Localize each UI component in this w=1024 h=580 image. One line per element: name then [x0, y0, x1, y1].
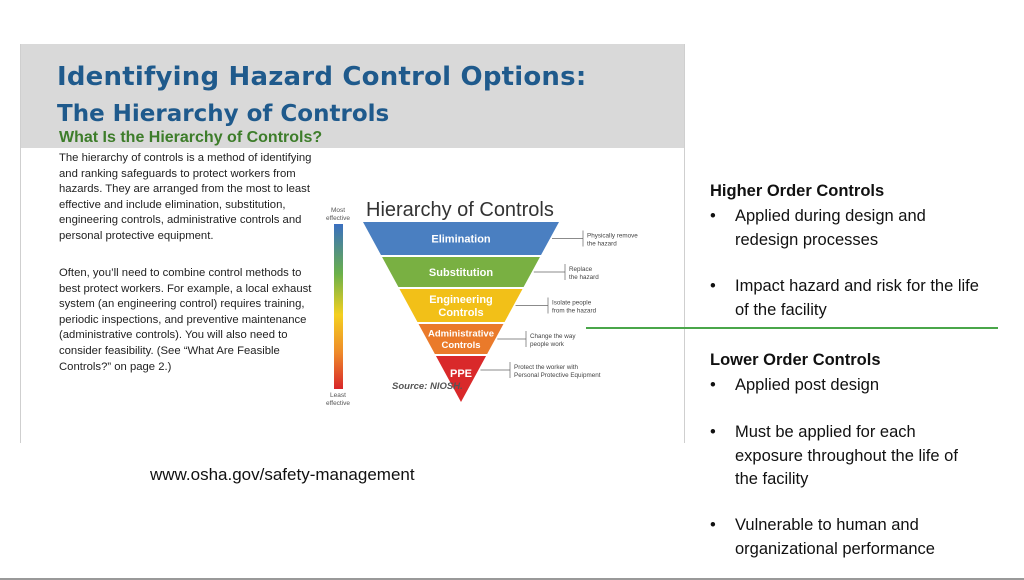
hierarchy-level-description: Isolate people — [552, 299, 592, 307]
bullet-text: Impact hazard and risk for the life of the facility — [735, 277, 979, 319]
section-heading: What Is the Hierarchy of Controls? — [59, 129, 323, 146]
hierarchy-level-label: Controls — [438, 306, 484, 319]
hierarchy-level-description: Personal Protective Equipment — [514, 372, 601, 379]
scale-least-label-2: effective — [325, 400, 351, 407]
connector-line — [534, 264, 565, 280]
hierarchy-diagram — [300, 150, 670, 407]
hierarchy-level-description: Replace — [569, 266, 593, 273]
hierarchy-level-label: Administrative — [428, 328, 494, 340]
hierarchy-level-description: the hazard — [569, 274, 599, 281]
lower-order-heading: Lower Order Controls — [710, 351, 881, 369]
bullet-dot: • — [710, 423, 716, 441]
combine-controls-paragraph: Often, you’ll need to combine control methods to best protect workers. For example, a local exhaust system (an engineering control) requires training, periodic inspections, and preventive maintenance (administrative controls). You will also need to consider feasibility. (See “What Are Feasible Controls?” on page 2.) — [59, 267, 312, 373]
effectiveness-scale-bar — [334, 224, 343, 389]
hierarchy-level-description: from the hazard — [552, 307, 597, 315]
connector-line — [516, 298, 548, 314]
diagram-title: Hierarchy of Controls — [366, 199, 554, 221]
bullet-dot: • — [710, 516, 716, 534]
bullet-text: Vulnerable to human and organizational performance — [735, 516, 935, 558]
bullet-dot: • — [710, 277, 716, 295]
hierarchy-level-label: PPE — [449, 367, 473, 380]
connector-line — [552, 231, 583, 247]
higher-order-heading: Higher Order Controls — [710, 182, 885, 200]
hierarchy-level-label: Controls — [441, 340, 481, 352]
scale-most-label: Most — [330, 207, 346, 214]
hierarchy-level-description: Physically remove — [587, 232, 638, 240]
hierarchy-level-label: Elimination — [431, 233, 491, 246]
bullet-dot: • — [710, 376, 716, 394]
section-divider — [586, 327, 998, 329]
footer-url: www.osha.gov/safety-management — [150, 465, 415, 484]
connector-line — [497, 331, 526, 347]
hierarchy-level-description: Change the way — [530, 333, 576, 340]
hierarchy-level-label: Substitution — [428, 266, 494, 279]
slide-title: Identifying Hazard Control Options: — [57, 62, 587, 92]
bullet-dot: • — [710, 207, 716, 225]
connector-line — [480, 362, 510, 378]
bullet-text: Applied during design and redesign processes — [735, 207, 926, 249]
scale-most-label-2: effective — [325, 215, 351, 222]
slide-subtitle: The Hierarchy of Controls — [57, 101, 390, 127]
hierarchy-level-description: people work — [530, 341, 564, 348]
source-note: Source: NIOSH. — [392, 381, 463, 392]
scale-least-label: Least — [330, 392, 346, 399]
intro-paragraph: The hierarchy of controls is a method of identifying and ranking safeguards to protect workers from hazards. They are arranged from the most to least effective and include elimination, substitution, engineering controls, administrative controls and personal protective equipment. — [59, 152, 312, 242]
bullet-text: Must be applied for each exposure throughout the life of the facility — [735, 423, 958, 488]
hierarchy-level-label: Engineering — [429, 293, 493, 306]
bullet-text: Applied post design — [735, 376, 880, 394]
hierarchy-level-description: the hazard — [587, 240, 617, 248]
hierarchy-level-description: Protect the worker with — [514, 364, 579, 371]
